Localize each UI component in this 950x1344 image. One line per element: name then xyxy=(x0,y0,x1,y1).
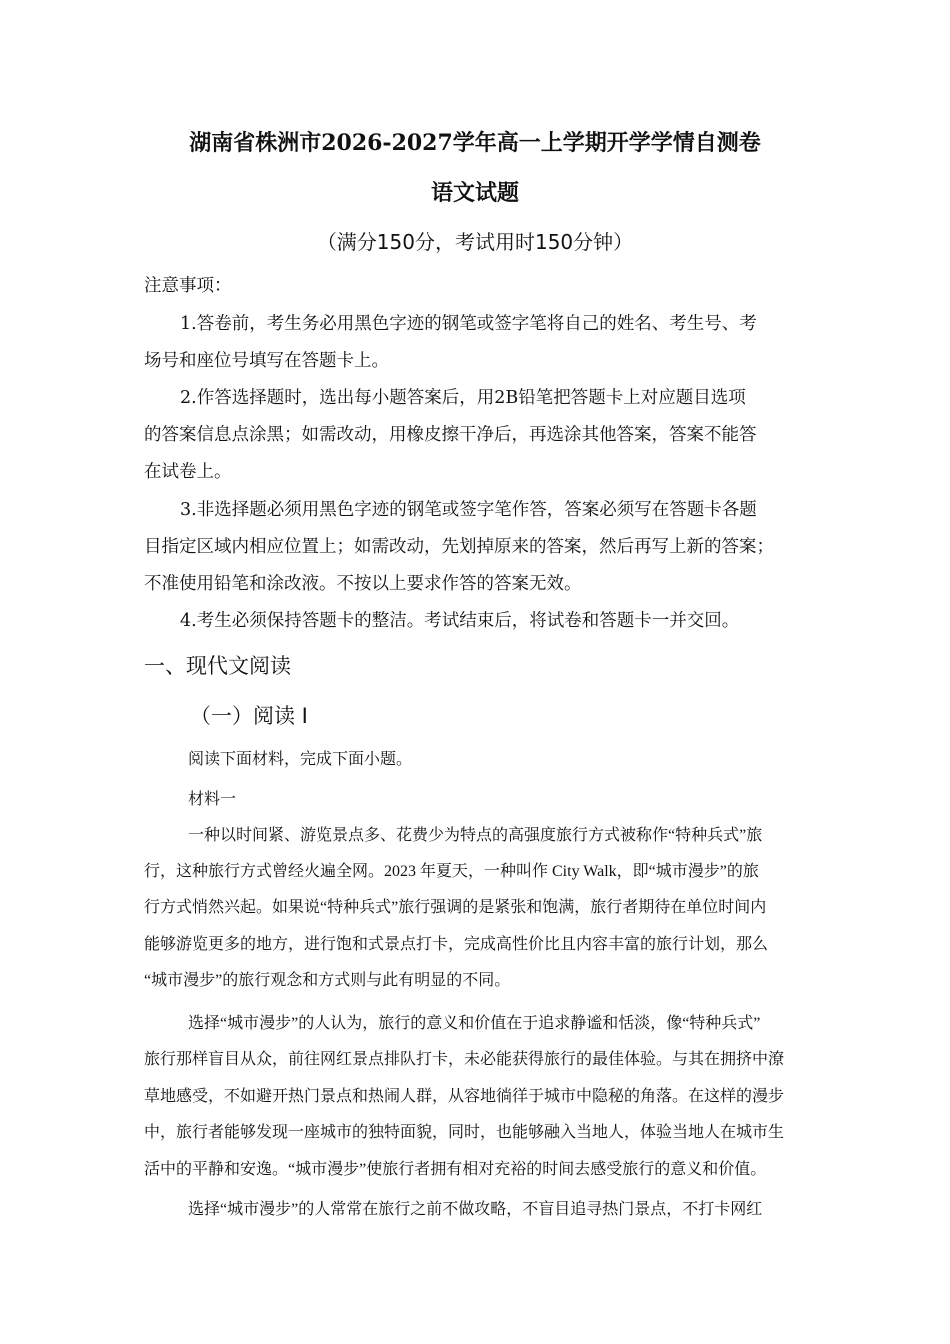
passage-line: 行方式悄然兴起。如果说“特种兵式”旅行强调的是紧张和饱满，旅行者期待在单位时间内 xyxy=(144,899,767,916)
passage-line: 行，这种旅行方式曾经火遍全网。2023 年夏天，一种叫作 City Walk，即“城市漫步”的旅 xyxy=(144,863,759,880)
notice-line: 1.答卷前，考生务必用黑色字迹的钢笔或签字笔将自己的姓名、考生号、考 xyxy=(180,314,757,334)
notice-line: 不准使用铅笔和涂改液。不按以上要求作答的答案无效。 xyxy=(144,574,582,594)
subsection-heading: （一）阅读 I xyxy=(190,704,308,728)
passage-line: “城市漫步”的旅行观念和方式则与此有明显的不同。 xyxy=(144,972,511,989)
passage-line: 能够游览更多的地方，进行饱和式景点打卡，完成高性价比且内容丰富的旅行计划，那么 xyxy=(144,936,769,953)
notice-line: 在试卷上。 xyxy=(144,462,232,482)
notice-line: 的答案信息点涂黑；如需改动，用橡皮擦干净后，再选涂其他答案，答案不能答 xyxy=(144,425,757,445)
passage-line: 草地感受，不如避开热门景点和热闹人群，从容地徜徉于城市中隐秘的角落。在这样的漫步 xyxy=(144,1088,785,1105)
notice-line: 3.非选择题必须用黑色字迹的钢笔或签字笔作答，答案必须写在答题卡各题 xyxy=(180,500,757,520)
passage-line: 选择“城市漫步”的人常常在旅行之前不做攻略，不盲目追寻热门景点，不打卡网红 xyxy=(188,1201,763,1218)
passage-line: 一种以时间紧、游览景点多、花费少为特点的高强度旅行方式被称作“特种兵式”旅 xyxy=(188,827,763,844)
exam-info: （满分150分，考试用时150分钟） xyxy=(316,230,634,254)
subject-title: 语文试题 xyxy=(430,180,519,206)
notice-line: 2.作答选择题时，选出每小题答案后，用2B铅笔把答题卡上对应题目选项 xyxy=(180,388,746,408)
notice-line: 场号和座位号填写在答题卡上。 xyxy=(144,351,389,371)
passage-line: 旅行那样盲目从众，前往网红景点排队打卡，未必能获得旅行的最佳体验。与其在拥挤中潦 xyxy=(144,1051,785,1068)
passage-line: 中，旅行者能够发现一座城市的独特面貌，同时，也能够融入当地人，体验当地人在城市生 xyxy=(144,1124,785,1141)
notice-heading: 注意事项： xyxy=(144,276,232,296)
passage-line: 活中的平静和安逸。“城市漫步”使旅行者拥有相对充裕的时间去感受旅行的意义和价值。 xyxy=(144,1161,767,1178)
material-label: 材料一 xyxy=(188,791,237,808)
notice-line: 4.考生必须保持答题卡的整洁。考试结束后，将试卷和答题卡一并交回。 xyxy=(180,611,740,631)
section-heading: 一、现代文阅读 xyxy=(144,654,291,678)
exam-title: 湖南省株洲市2026-2027学年高一上学期开学学情自测卷 xyxy=(189,130,761,156)
passage-line: 选择“城市漫步”的人认为，旅行的意义和价值在于追求静谧和恬淡，像“特种兵式” xyxy=(188,1015,761,1032)
notice-line: 目指定区域内相应位置上；如需改动，先划掉原来的答案，然后再写上新的答案； xyxy=(144,537,774,557)
instruction-text: 阅读下面材料，完成下面小题。 xyxy=(188,751,413,768)
